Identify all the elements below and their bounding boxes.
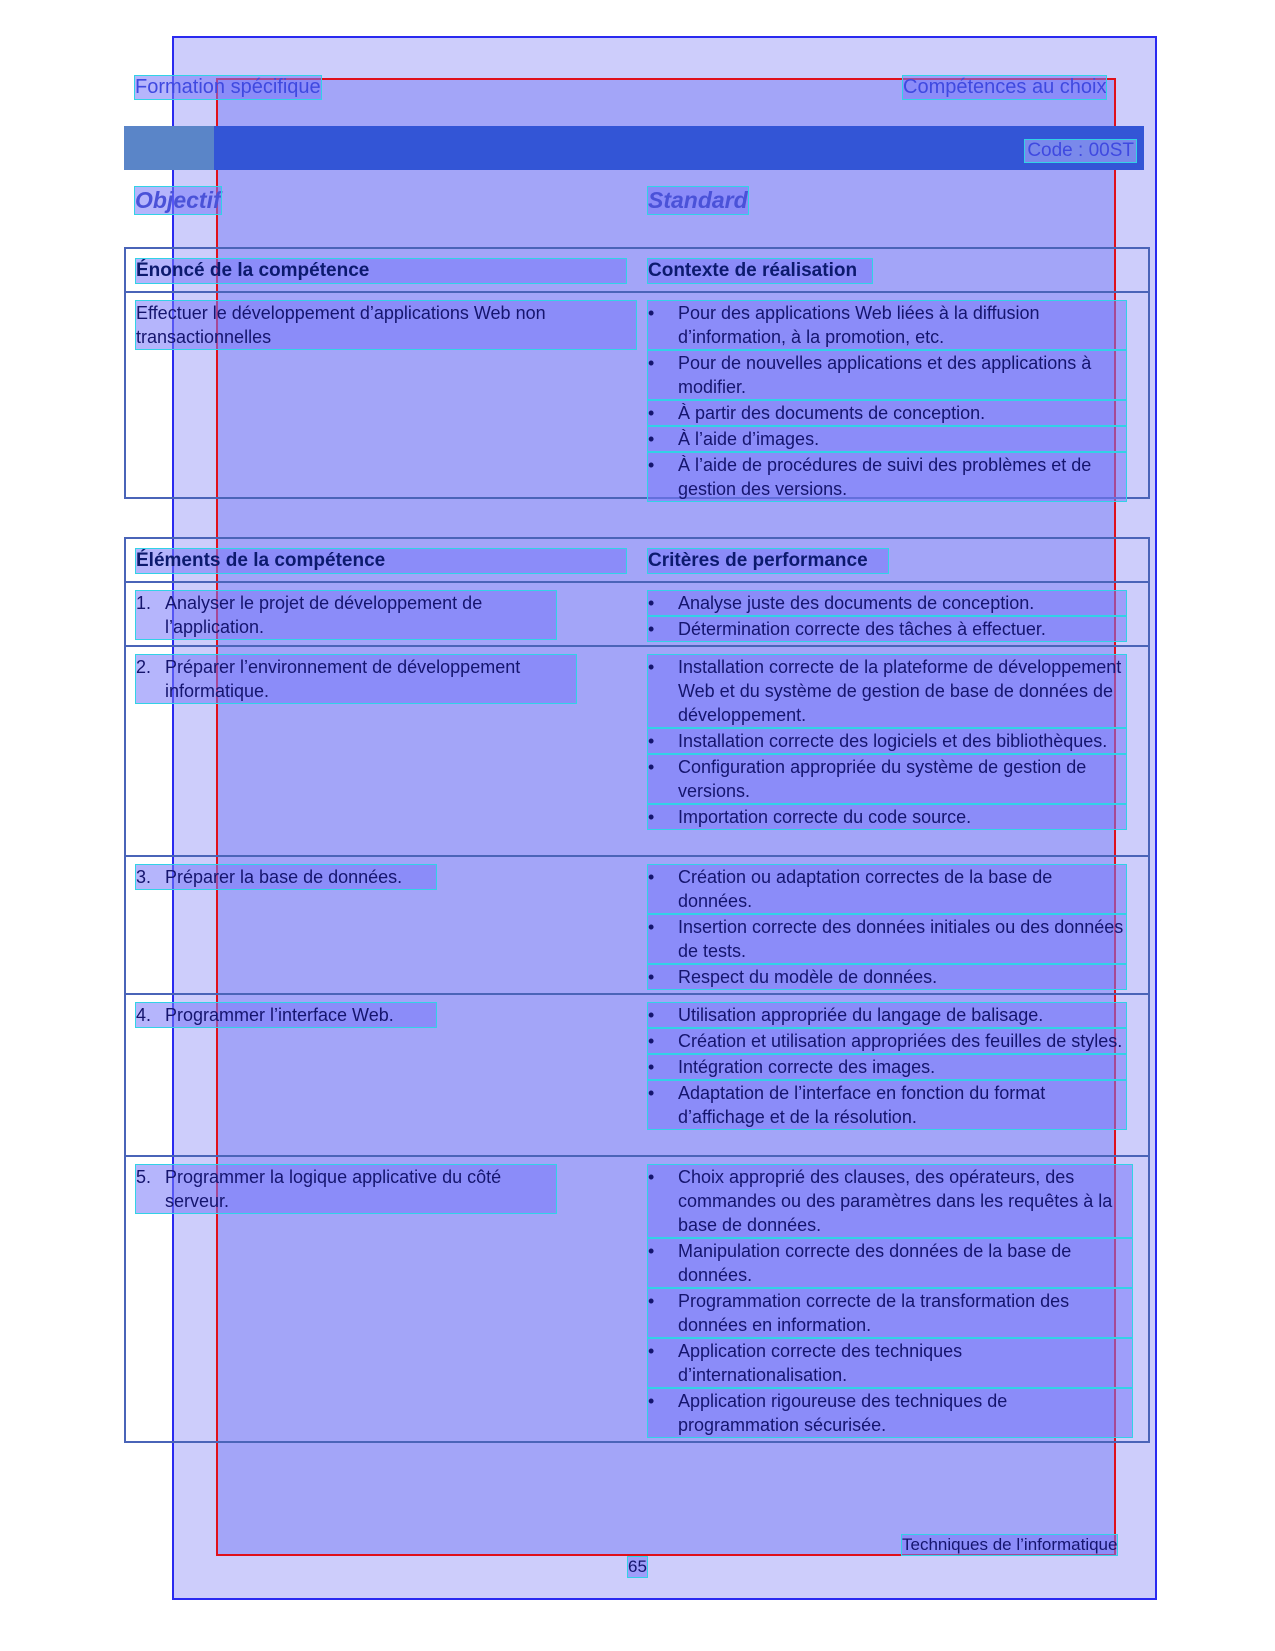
objective-title: Objectif (135, 187, 221, 213)
standard-title: Standard (648, 187, 748, 213)
element-row-2 (126, 645, 1148, 855)
criterion-item: • Respect du modèle de données. (648, 965, 1126, 989)
table1-body-row (126, 291, 1148, 497)
element-text (136, 591, 556, 639)
element-description: Analyser le projet de développement de l’application. (165, 593, 483, 637)
element-description: Programmer l’interface Web. (165, 1005, 394, 1025)
context-item: • À partir des documents de conception. (648, 401, 1126, 425)
criterion-item: • Programmation correcte de la transformation des données en information. (648, 1289, 1132, 1337)
criterion-item: • Application rigoureuse des techniques de programmation sécurisée. (648, 1389, 1132, 1437)
element-description: Préparer la base de données. (165, 867, 403, 887)
header-section: Formation spécifique (135, 76, 321, 98)
element-number: 1. (136, 593, 152, 613)
banner-accent (124, 126, 214, 170)
context-header: Contexte de réalisation (648, 259, 872, 283)
element-number: 4. (136, 1005, 152, 1025)
criterion-item: • Installation correcte des logiciels et des bibliothèques. (648, 729, 1126, 753)
competency-statement: Effectuer le développement d’applications Web non transactionnelles (136, 301, 636, 349)
criteria-list (648, 1165, 1132, 1439)
criterion-item: • Manipulation correcte des données de la base de données. (648, 1239, 1132, 1287)
element-number: 3. (136, 867, 152, 887)
code-banner (124, 126, 1144, 170)
criterion-item: • Importation correcte du code source. (648, 805, 1126, 829)
criterion-item: • Insertion correcte des données initiales ou des données de tests. (648, 915, 1126, 963)
element-text (136, 655, 576, 703)
page-number: 65 (628, 1557, 647, 1576)
criteria-list (648, 1003, 1126, 1131)
context-item: • À l’aide d’images. (648, 427, 1126, 451)
criterion-item: • Installation correcte de la plateforme de développement Web et du système de gestion de base de données de développement. (648, 655, 1126, 727)
criterion-item: • Création ou adaptation correctes de la base de données. (648, 865, 1126, 913)
element-row-1 (126, 581, 1148, 645)
table2-header-row (126, 539, 1148, 581)
elements-header: Éléments de la compétence (136, 549, 626, 573)
header-category: Compétences au choix (903, 76, 1107, 98)
criterion-item: • Utilisation appropriée du langage de balisage. (648, 1003, 1126, 1027)
criterion-item: • Analyse juste des documents de conception. (648, 591, 1126, 615)
criteria-header: Critères de performance (648, 549, 888, 573)
competency-code: Code : 00ST (1027, 140, 1134, 161)
competency-statement-table (124, 247, 1150, 499)
criterion-item: • Configuration appropriée du système de gestion de versions. (648, 755, 1126, 803)
table1-header-row (126, 249, 1148, 291)
criterion-item: • Détermination correcte des tâches à effectuer. (648, 617, 1126, 641)
performance-criteria-table (124, 537, 1150, 1443)
element-row-5 (126, 1155, 1148, 1441)
footer-program-name: Techniques de l’informatique (902, 1535, 1118, 1554)
element-row-3 (126, 855, 1148, 993)
element-number: 2. (136, 657, 152, 677)
context-item: • À l’aide de procédures de suivi des problèmes et de gestion des versions. (648, 453, 1126, 501)
criteria-list (648, 655, 1126, 831)
criterion-item: • Choix approprié des clauses, des opérateurs, des commandes ou des paramètres dans les requêtes à la base de données. (648, 1165, 1132, 1237)
criterion-item: • Création et utilisation appropriées des feuilles de styles. (648, 1029, 1126, 1053)
element-description: Préparer l’environnement de développement informatique. (165, 657, 521, 701)
element-number: 5. (136, 1167, 152, 1187)
criterion-item: • Intégration correcte des images. (648, 1055, 1126, 1079)
context-list (648, 301, 1126, 503)
criterion-item: • Adaptation de l’interface en fonction du format d’affichage et de la résolution. (648, 1081, 1126, 1129)
element-description: Programmer la logique applicative du côté serveur. (165, 1167, 502, 1211)
context-item: • Pour des applications Web liées à la diffusion d’information, à la promotion, etc. (648, 301, 1126, 349)
element-text (136, 865, 436, 889)
criterion-item: • Application correcte des techniques d’internationalisation. (648, 1339, 1132, 1387)
statement-header: Énoncé de la compétence (136, 259, 626, 283)
criteria-list (648, 865, 1126, 991)
criteria-list (648, 591, 1126, 643)
element-text (136, 1003, 436, 1027)
context-item: • Pour de nouvelles applications et des applications à modifier. (648, 351, 1126, 399)
element-row-4 (126, 993, 1148, 1155)
element-text (136, 1165, 556, 1213)
